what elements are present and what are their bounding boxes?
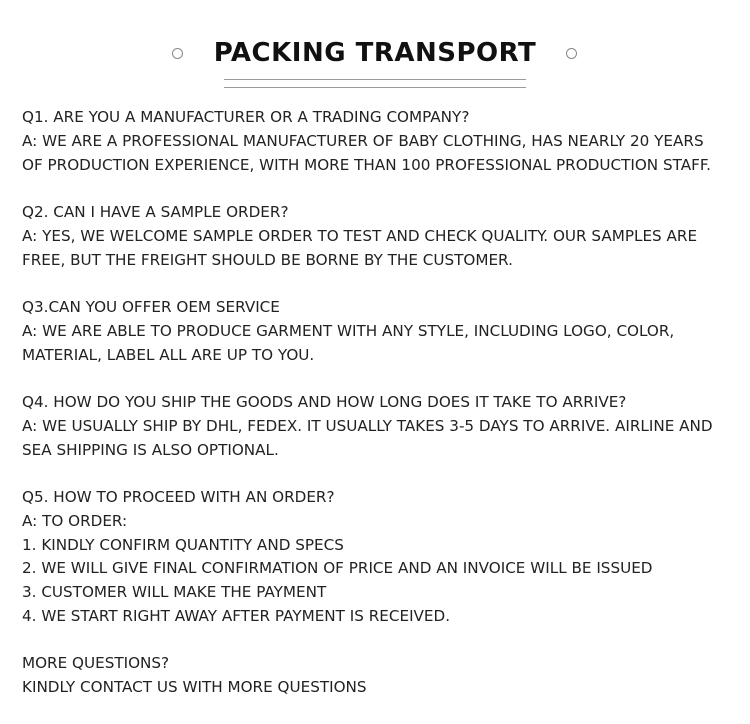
title-underline-top [224, 79, 526, 80]
faq-question: Q2. CAN I HAVE A SAMPLE ORDER? [22, 202, 289, 221]
page-title: PACKING TRANSPORT [213, 38, 537, 68]
faq-answer-line: KINDLY CONTACT US WITH MORE QUESTIONS [22, 678, 367, 697]
faq-item [22, 106, 737, 177]
faq-answer-line: 3. CUSTOMER WILL MAKE THE PAYMENT [22, 583, 327, 602]
faq-answer-line: A: WE USUALLY SHIP BY DHL, FEDEX. IT USUALLY TAKES 3-5 DAYS TO ARRIVE. AIRLINE AND [22, 416, 713, 435]
faq-answer-line: SEA SHIPPING IS ALSO OPTIONAL. [22, 440, 279, 459]
faq-question: Q3.CAN YOU OFFER OEM SERVICE [22, 297, 280, 316]
faq-question: MORE QUESTIONS? [22, 654, 170, 673]
faq-answer-line: A: WE ARE A PROFESSIONAL MANUFACTURER OF BABY CLOTHING, HAS NEARLY 20 YEARS [22, 131, 704, 150]
faq-answer-line: A: WE ARE ABLE TO PRODUCE GARMENT WITH ANY STYLE, INCLUDING LOGO, COLOR, [22, 321, 675, 340]
faq-answer-line: A: YES, WE WELCOME SAMPLE ORDER TO TEST AND CHECK QUALITY. OUR SAMPLES ARE [22, 226, 698, 245]
faq-item [22, 486, 737, 629]
faq-item [22, 296, 737, 367]
circle-ornament-right-icon [566, 48, 577, 59]
faq-answer-line: FREE, BUT THE FREIGHT SHOULD BE BORNE BY THE CUSTOMER. [22, 250, 513, 269]
section-header [0, 0, 750, 100]
faq-answer-line: 2. WE WILL GIVE FINAL CONFIRMATION OF PRICE AND AN INVOICE WILL BE ISSUED [22, 559, 653, 578]
faq-answer-line: A: TO ORDER: [22, 511, 128, 530]
faq-answer-line: OF PRODUCTION EXPERIENCE, WITH MORE THAN 100 PROFESSIONAL PRODUCTION STAFF. [22, 155, 711, 174]
faq-list [22, 106, 737, 724]
faq-answer-line: 1. KINDLY CONFIRM QUANTITY AND SPECS [22, 535, 344, 554]
faq-answer-line: MATERIAL, LABEL ALL ARE UP TO YOU. [22, 345, 315, 364]
title-underline-bottom [224, 87, 526, 88]
faq-item [22, 201, 737, 272]
faq-answer-line: 4. WE START RIGHT AWAY AFTER PAYMENT IS RECEIVED. [22, 606, 451, 625]
faq-item [22, 391, 737, 462]
faq-item [22, 652, 737, 700]
faq-question: Q5. HOW TO PROCEED WITH AN ORDER? [22, 487, 335, 506]
faq-question: Q4. HOW DO YOU SHIP THE GOODS AND HOW LONG DOES IT TAKE TO ARRIVE? [22, 392, 627, 411]
faq-question: Q1. ARE YOU A MANUFACTURER OR A TRADING COMPANY? [22, 108, 470, 126]
